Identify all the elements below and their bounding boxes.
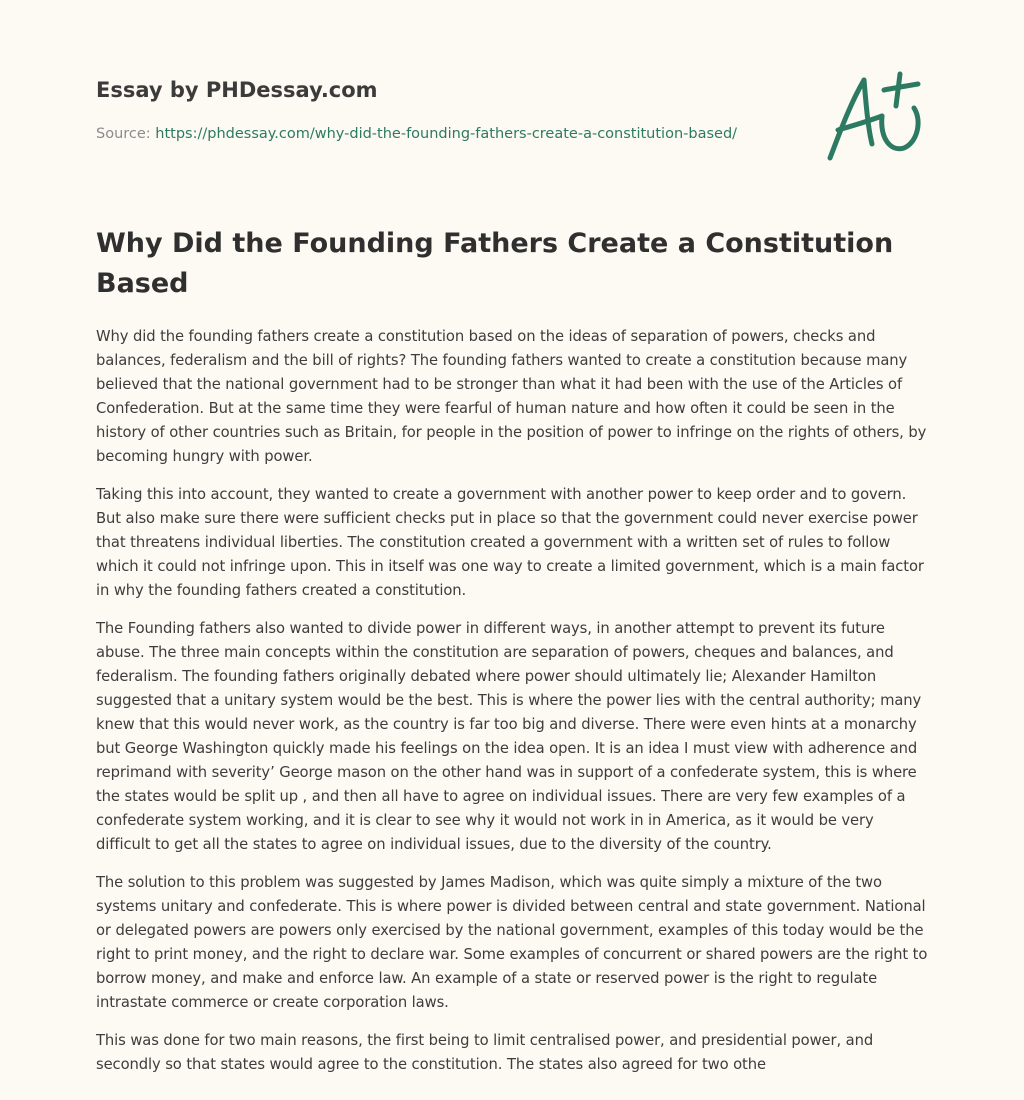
paragraph: Taking this into account, they wanted to create a government with another power to keep order and to govern. But also make sure there were sufficient checks put in place so that the government could never exercise power that threatens individual liberties. The constitution created a government with a written set of rules to follow which it could not infringe upon. This in itself was one way to create a limited government, which is a main factor in why the founding fathers created a constitution. [96, 486, 924, 599]
paragraph: The Founding fathers also wanted to divide power in different ways, in another attempt to prevent its future abuse. The three main concepts within the constitution are separation of powers, cheques and balances, and federalism. The founding fathers originally debated where power should ultimately lie; Alexander Hamilton suggested that a unitary system would be the best. This is where the power lies with the central authority; many knew that this would never work, as the country is far too big and diverse. There were even hints at a monarchy but George Washington quickly made his feelings on the idea open. It is an idea I must view with adherence and reprimand with severity’ George mason on the other hand was in support of a confederate system, this is where the states would be split up , and then all have to agree on individual issues. There are very few examples of a confederate system working, and it is clear to see why it would not work in in America, as it would be very difficult to get all the states to agree on individual issues, due to the diversity of the country. [96, 620, 922, 853]
essay-body [96, 325, 930, 1091]
header [96, 76, 796, 144]
essay-title: Why Did the Founding Fathers Create a Constitution Based [96, 228, 894, 299]
paragraph: This was done for two main reasons, the first being to limit centralised power, and presidential power, and secondly so that states would agree to the constitution. The states also agreed for two othe [96, 1032, 874, 1073]
source-label: Source: [96, 126, 151, 142]
a-plus-grade-icon [826, 70, 926, 162]
site-brand: Essay by PHDessay.com [96, 78, 378, 102]
source-line [96, 124, 796, 144]
source-link[interactable]: https://phdessay.com/why-did-the-founding-fathers-create-a-constitution-based/ [155, 126, 738, 142]
paragraph: The solution to this problem was suggested by James Madison, which was quite simply a mixture of the two systems unitary and confederate. This is where power is divided between central and state government. National or delegated powers are powers only exercised by the national government, examples of this today would be the right to print money, and the right to declare war. Some examples of concurrent or shared powers are the right to borrow money, and make and enforce law. An example of a state or reserved power is the right to regulate intrastate commerce or create corporation laws. [96, 874, 928, 1011]
paragraph: Why did the founding fathers create a constitution based on the ideas of separation of powers, checks and balances, federalism and the bill of rights? The founding fathers wanted to create a constitution because many believed that the national government had to be stronger than what it had been with the use of the Articles of Confederation. But at the same time they were fearful of human nature and how often it could be seen in the history of other countries such as Britain, for people in the position of power to infringe on the rights of others, by becoming hungry with power. [96, 328, 927, 465]
